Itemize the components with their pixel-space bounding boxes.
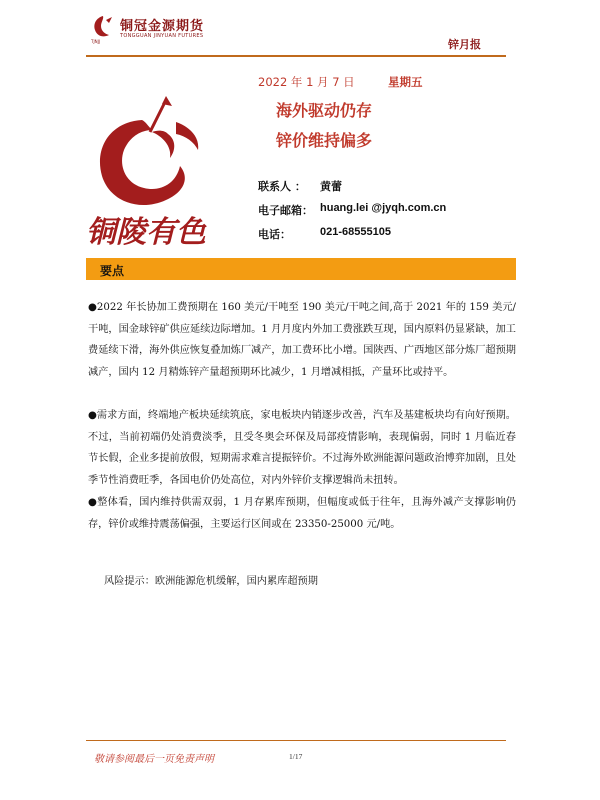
footer-divider xyxy=(86,740,506,741)
report-date: 2022 年 1 月 7 日 xyxy=(258,75,355,89)
logo-calligraphy: 铜陵有色 xyxy=(86,215,206,250)
report-weekday: 星期五 xyxy=(388,75,423,89)
contact-email-value[interactable]: huang.lei @jyqh.com.cn xyxy=(320,202,447,214)
contact-phone-value: 021-68555105 xyxy=(320,226,391,238)
company-name-en: TONGGUAN JINYUAN FUTURES xyxy=(120,33,204,39)
contact-person-value: 黄蕾 xyxy=(320,180,342,193)
report-type: 锌月报 xyxy=(448,38,481,51)
risk-warning: 风险提示：欧洲能源危机缓解，国内累库超预期 xyxy=(104,576,318,587)
report-title-line2: 锌价维持偏多 xyxy=(276,131,373,150)
contact-email-label: 电子邮箱： xyxy=(258,204,313,217)
header-divider xyxy=(86,55,506,57)
paragraph-demand: ●需求方面，终端地产板块延续筑底，家电板块内销逐步改善，汽车及基建板块均有向好预期。不过，当前初端仍处消费淡季，且受冬奥会环保及局部疫情影响，表现偏弱，同时 1 月临近春节长假，企业多提前放假，短期需求难言提振锌价。不过海外欧洲能源问题政治博弈加剧，且处季节性消费旺季，各国电价仍处高位，对内外锌价支撑逻辑尚未扭转。 xyxy=(88,410,516,486)
section-title: 要点 xyxy=(100,264,125,278)
section-bar xyxy=(86,258,516,280)
contact-phone-label: 电话： xyxy=(258,228,291,241)
brand-logo-icon xyxy=(80,92,225,252)
page-number: 1/17 xyxy=(289,752,303,761)
report-title-line1: 海外驱动仍存 xyxy=(276,101,373,120)
logo-small-text: TJNJJ xyxy=(91,39,100,44)
paragraph-summary: ●整体看，国内维持供需双弱，1 月存累库预期，但幅度或低于往年，且海外减产支撑影响仍存，锌价或维持震荡偏强，主要运行区间或在 23350-25000 元/吨。 xyxy=(88,497,516,530)
paragraph-supply: ●2022 年长协加工费预期在 160 美元/干吨至 190 美元/干吨之间,高于 2021 年的 159 美元/干吨，国金球锌矿供应延续边际增加。1 月月度内外加工费涨跌互现，国内原料仍显紧缺，加工费延续下滑，海外供应恢复叠加炼厂减产，加工费环比小增。国陕西、广西地区部分炼厂超预期减产，国内 12 月精炼锌产量超预期环比减少，1 月增减相抵，产量环比或持平。 xyxy=(88,302,516,378)
footer-disclaimer[interactable]: 敬请参阅最后一页免责声明 xyxy=(94,754,214,765)
company-name: 铜冠金源期货 xyxy=(120,19,205,34)
company-logo-icon xyxy=(90,14,116,44)
contact-person-label: 联系人 ： xyxy=(258,180,306,193)
